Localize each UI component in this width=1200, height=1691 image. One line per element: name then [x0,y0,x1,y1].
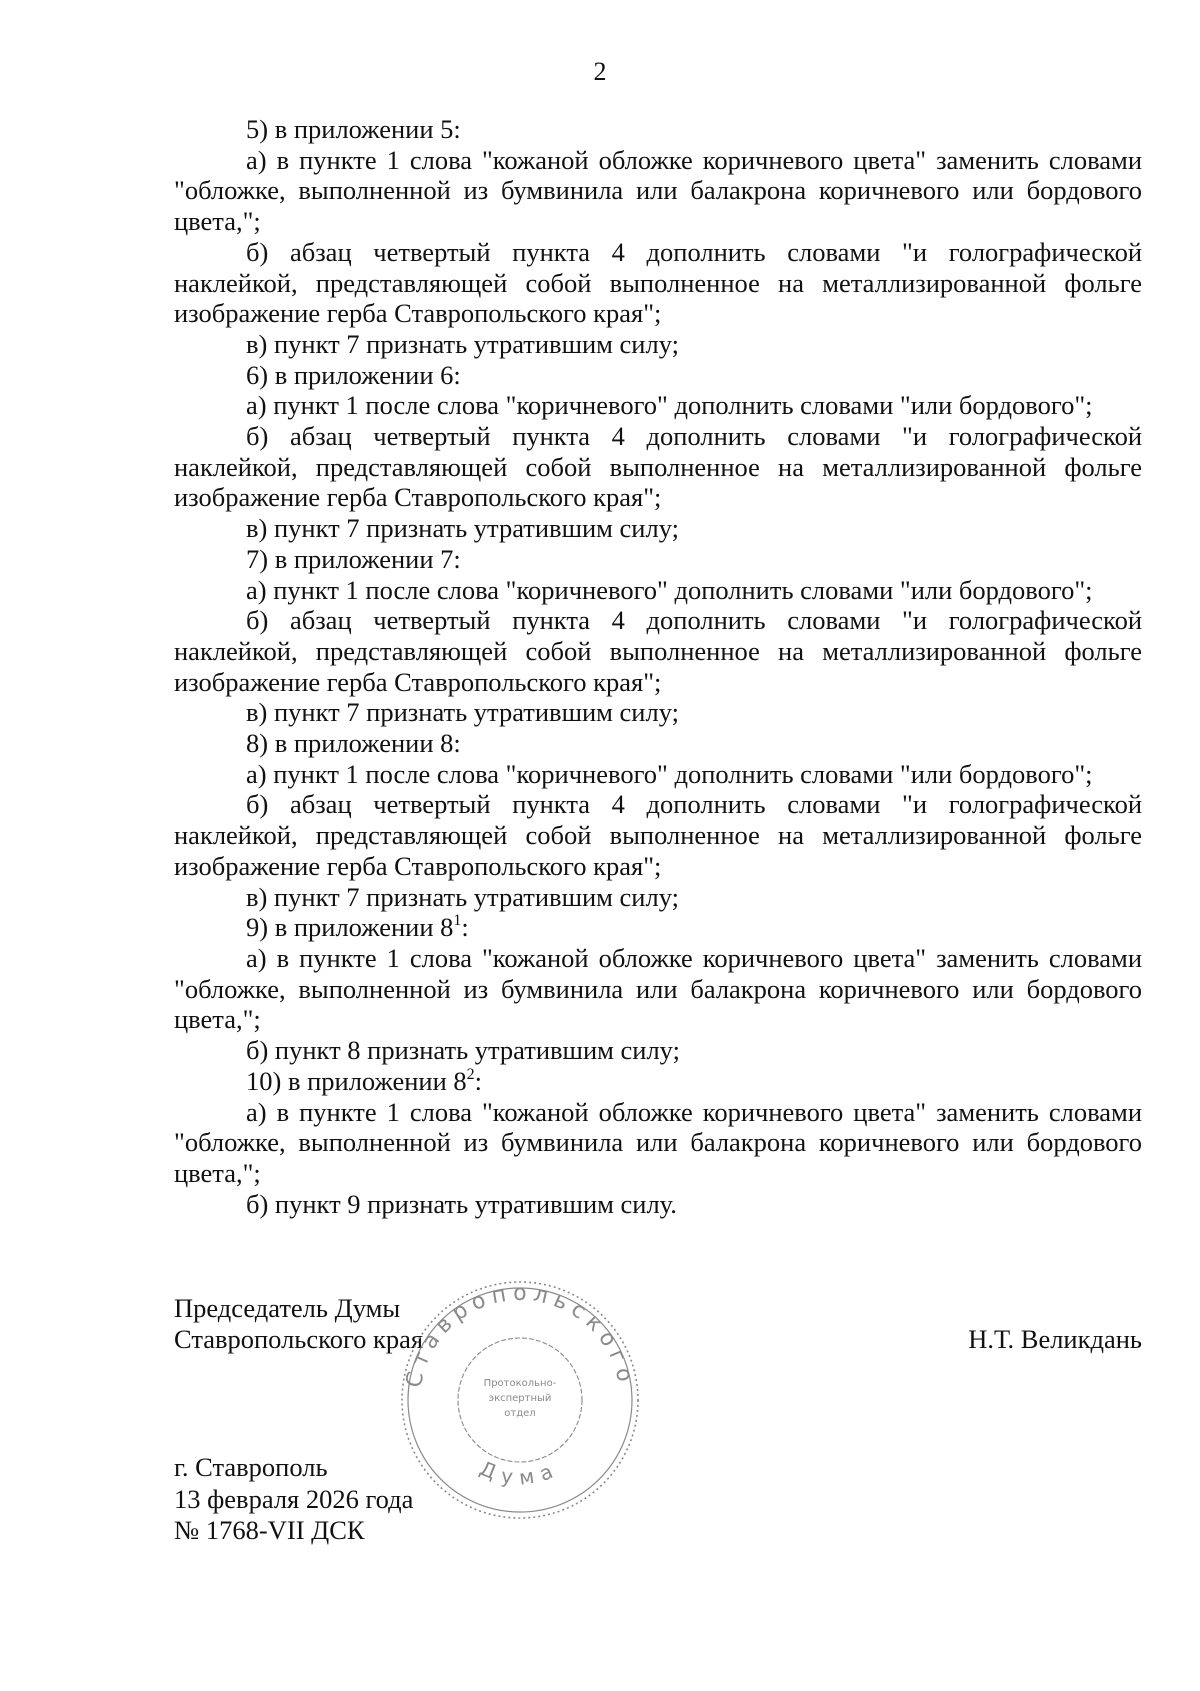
paragraph-text: а) в пункте 1 слова "кожаной обложке коричневого цвета" заменить словами "обложке, выполненной из бумвинила или балакрона коричневого или бордового цвета,"; [174,942,1142,1035]
paragraph [174,575,1142,606]
stamp-outer-text: Ставропольского [401,1280,639,1390]
paragraph-text: 5) в приложении 5: [246,114,461,144]
paragraph [174,329,1142,360]
paragraph [174,421,1142,513]
paragraph-text: б) абзац четвертый пункта 4 дополнить словами "и голографической наклейкой, представляющей собой выполненное на металлизированной фольге изображение герба Ставропольского края"; [174,605,1142,697]
paragraph-text: б) абзац четвертый пункта 4 дополнить словами "и голографической наклейкой, представляющей собой выполненное на металлизированной фольге изображение герба Ставропольского края"; [174,789,1142,881]
paragraph-text: а) в пункте 1 слова "кожаной обложке коричневого цвета" заменить словами "обложке, выполненной из бумвинила или балакрона коричневого или бордового цвета,"; [174,1096,1142,1188]
paragraph [174,360,1142,391]
paragraph-text: в) пункт 7 признать утратившим силу; [246,697,679,728]
paragraph [174,145,1142,237]
paragraph [174,789,1142,881]
paragraph-text: в) пункт 7 признать утратившим силу; [246,328,679,359]
paragraph [174,882,1142,913]
document-body [174,114,1142,1219]
paragraph [174,912,1142,943]
paragraph [174,943,1142,1035]
paragraph [174,759,1142,790]
signatory-title-line: Ставропольского края [174,1324,424,1354]
paragraph-text: в) пункт 7 признать утратившим силу; [246,881,679,912]
signatory-name: Н.Т. Великдань [968,1324,1142,1354]
stamp-outer-text-bottom: Дума [476,1455,564,1490]
stamp-center-line: отдел [504,1408,536,1419]
paragraph-text: в) пункт 7 признать утратившим силу; [246,513,679,544]
paragraph-text-suffix: : [474,1065,483,1096]
paragraph-text: б) абзац четвертый пункта 4 дополнить словами "и голографической наклейкой, представляющей собой выполненное на металлизированной фольге изображение герба Ставропольского края"; [174,421,1142,513]
footer-number: № 1768-VII ДСК [174,1515,365,1545]
paragraph-text: 7) в приложении 7: [246,543,461,574]
paragraph-text-suffix: : [461,912,469,943]
footer-city: г. Ставрополь [174,1452,328,1482]
paragraph [174,544,1142,575]
paragraph-text: а) пункт 1 после слова "коричневого" дополнить словами "или бордового"; [246,758,1093,789]
paragraph [174,697,1142,728]
paragraph-text: 6) в приложении 6: [246,359,461,390]
footer-date: 13 февраля 2026 года [174,1483,414,1514]
paragraph [174,1035,1142,1066]
paragraph-text: 10) в приложении 8 [246,1065,467,1096]
paragraph [174,513,1142,544]
paragraph [174,1189,1142,1220]
paragraph-text: б) пункт 8 признать утратившим силу; [246,1035,680,1066]
paragraph-text: а) пункт 1 после слова "коричневого" дополнить словами "или бордового"; [246,574,1093,605]
paragraph [174,390,1142,421]
signatory-title-line: Председатель Думы [174,1293,401,1323]
paragraph [174,605,1142,697]
official-seal-stamp [390,1270,650,1530]
page-number: 2 [593,57,607,86]
paragraph-text: 9) в приложении 8 [246,912,454,943]
paragraph-text: 8) в приложении 8: [246,728,461,759]
paragraph [174,114,1142,145]
paragraph [174,1066,1142,1097]
superscript: 2 [466,1065,475,1083]
paragraph [174,728,1142,759]
document-footer [174,1452,413,1547]
paragraph-text: а) пункт 1 после слова "коричневого" дополнить словами "или бордового"; [246,390,1093,421]
superscript: 1 [453,912,462,930]
paragraph-text: а) в пункте 1 слова "кожаной обложке коричневого цвета" заменить словами "обложке, выполненной из бумвинила или балакрона коричневого или бордового цвета,"; [174,144,1142,237]
stamp-center-line: Протокольно- [483,1378,557,1389]
paragraph-text: б) абзац четвертый пункта 4 дополнить словами "и голографической наклейкой, представляющей собой выполненное на металлизированной фольге изображение герба Ставропольского края"; [174,236,1142,329]
signatory-title [174,1293,423,1355]
paragraph-text: б) пункт 9 признать утратившим силу. [246,1188,677,1219]
paragraph [174,1097,1142,1189]
paragraph [174,237,1142,329]
stamp-center-line: экспертный [488,1393,552,1404]
